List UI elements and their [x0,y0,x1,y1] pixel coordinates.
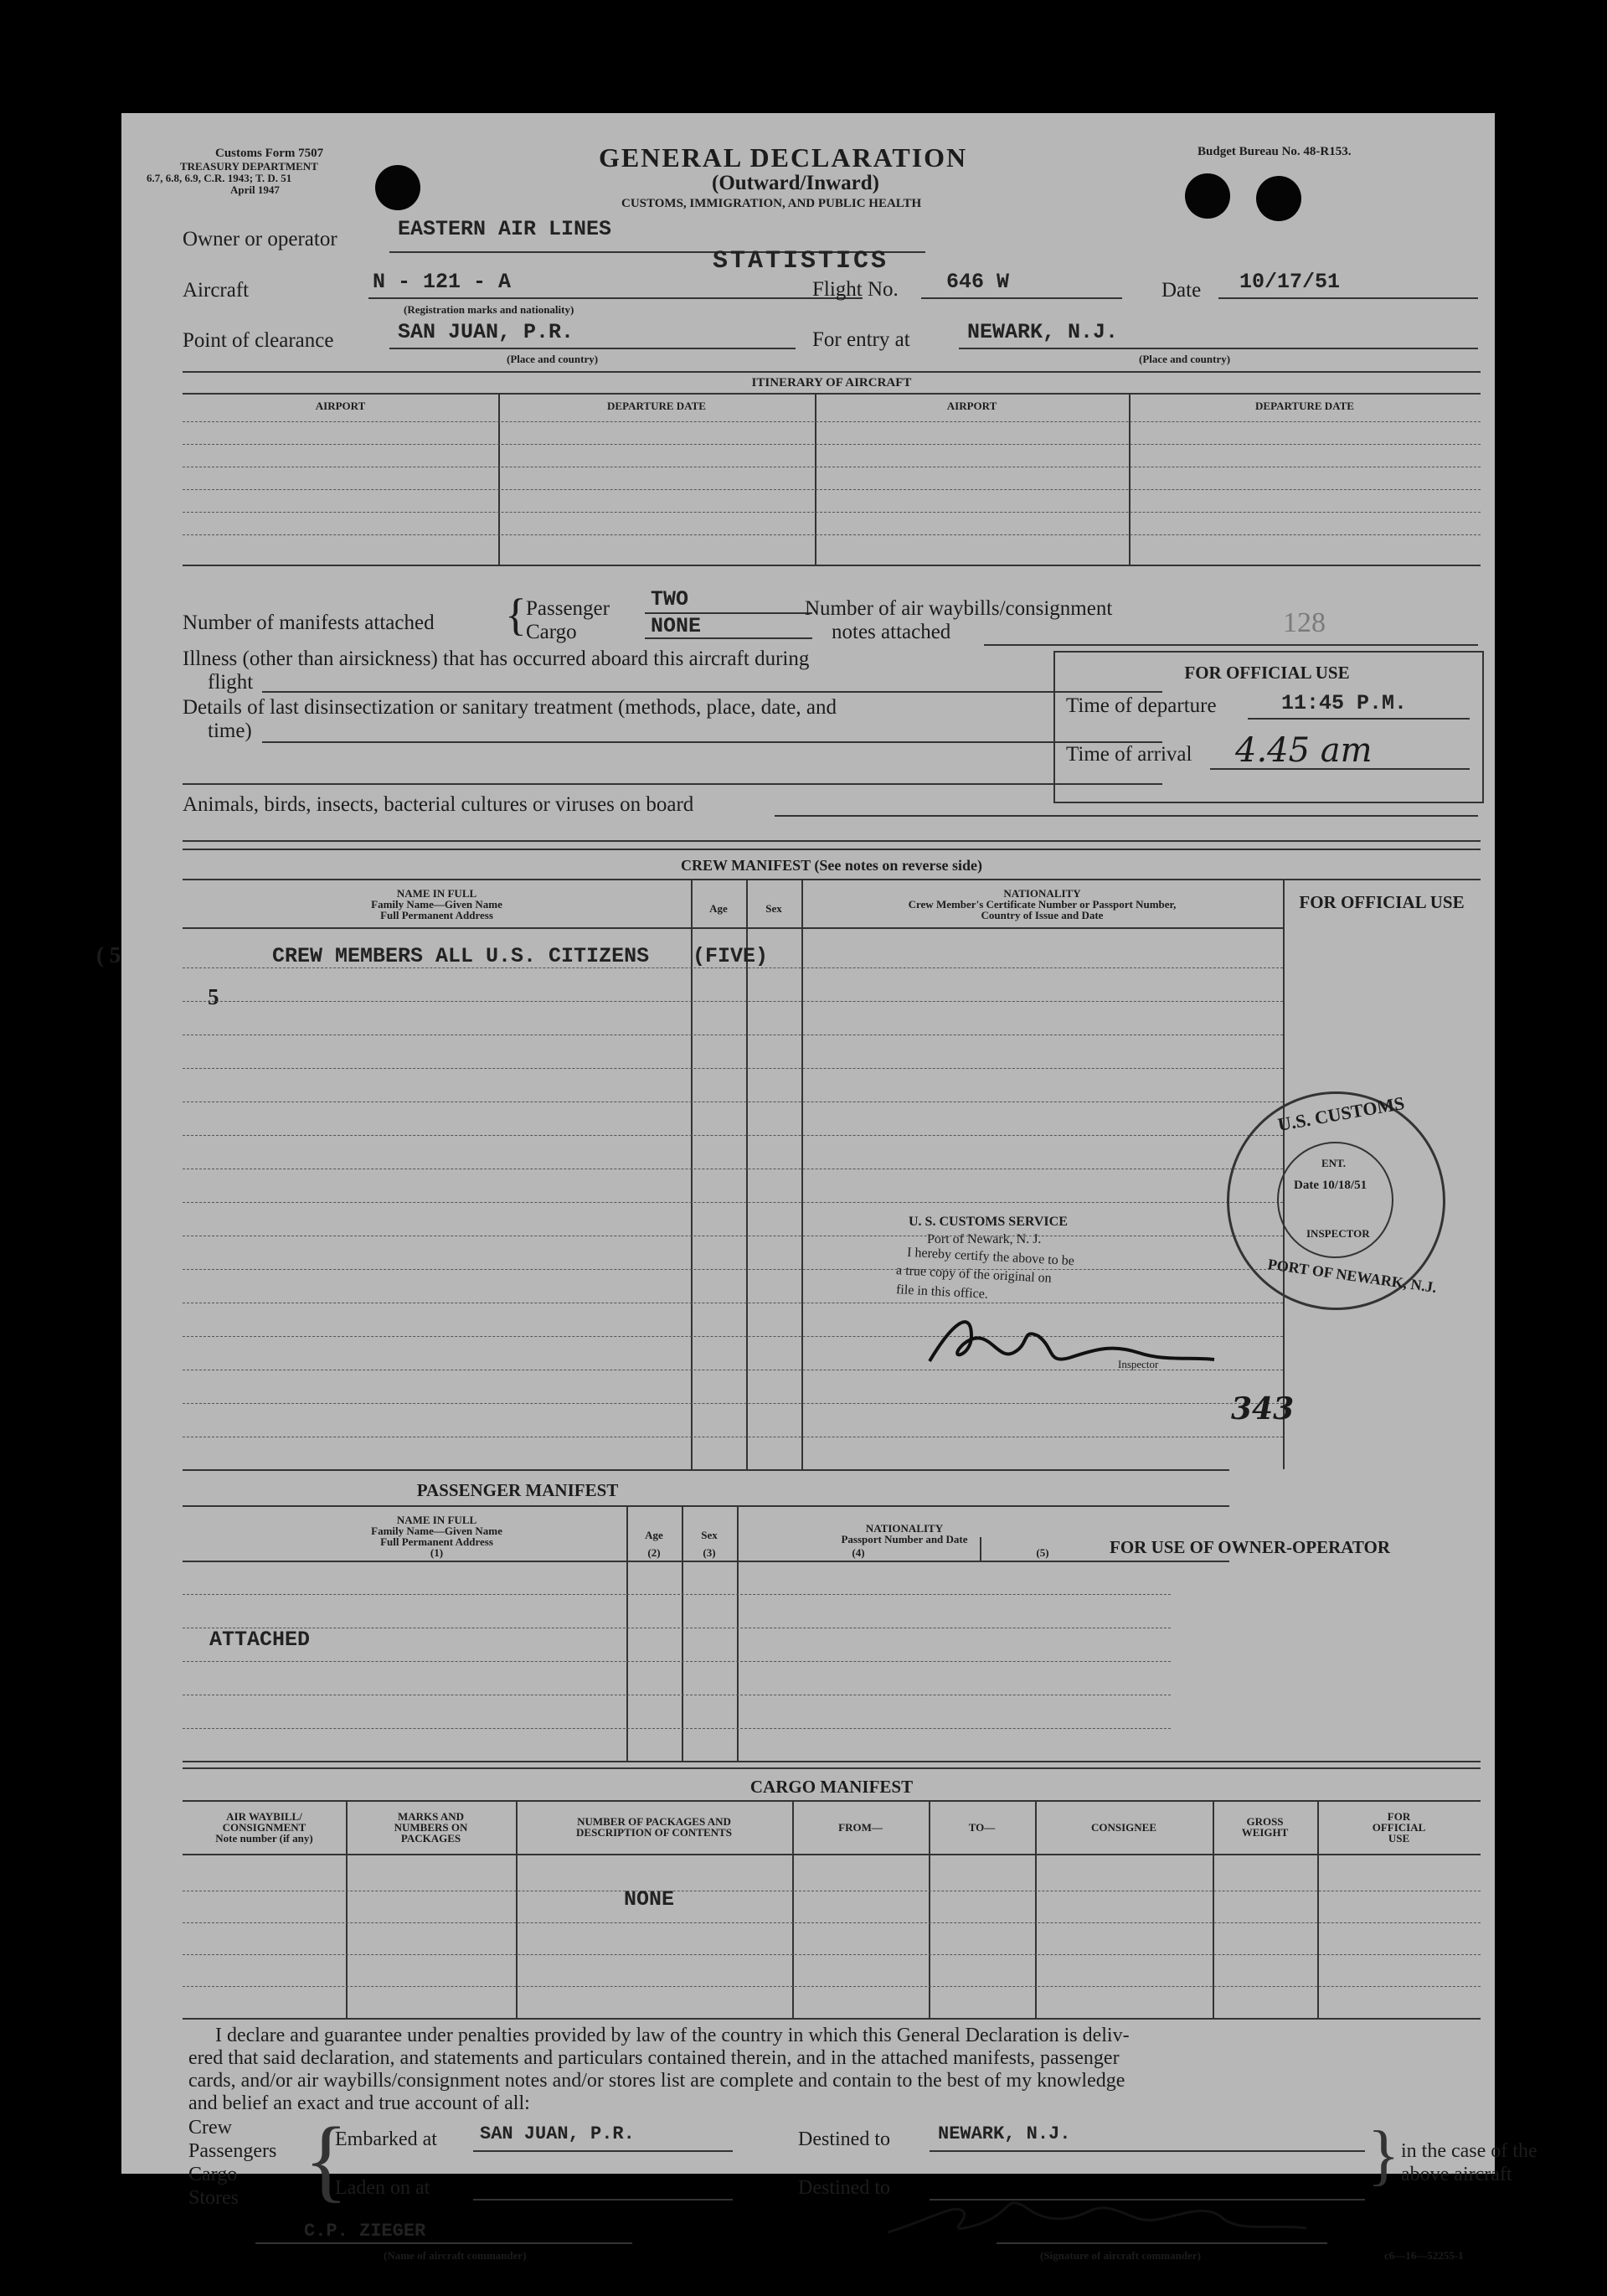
arrival-time-label: Time of arrival [1066,743,1192,766]
declaration-line-1: I declare and guarantee under penalties provided by law of the country in which this General Declaration is deliv- [215,2025,1130,2046]
passenger-col-nationality-num: (4) [852,1546,865,1559]
cargo-col-official-1: FOR [1387,1810,1411,1823]
cargo-col-packages-2: DESCRIPTION OF CONTENTS [576,1826,732,1839]
date-label: Date [1161,279,1202,302]
round-stamp-date: Date 10/18/51 [1294,1179,1367,1192]
cargo-col-weight-1: GROSS [1246,1815,1284,1828]
crew-entry-count: (FIVE) [693,944,769,968]
cargo-col-waybill-3: Note number (if any) [215,1832,313,1845]
entry-value: NEWARK, N.J. [967,320,1119,344]
itinerary-col-date-1: DEPARTURE DATE [607,400,706,412]
crew-col-name-3: Full Permanent Address [380,909,493,921]
cargo-col-marks-2: NUMBERS ON [394,1821,468,1834]
declaration-line-4: and belief an exact and true account of all: [188,2092,530,2114]
owner-label: Owner or operator [183,228,337,250]
passenger-col-nationality-2: Passport Number and Date [841,1533,968,1545]
cargo-col-waybill-2: CONSIGNMENT [222,1821,306,1834]
inspector-sub: Inspector [1118,1358,1159,1370]
decl-crew-label: Crew [188,2117,232,2139]
departure-time-value: 11:45 P.M. [1281,691,1408,715]
cargo-col-to: TO— [968,1821,996,1834]
entry-label: For entry at [812,328,910,351]
crew-manifest-title: CREW MANIFEST (See notes on reverse side) [681,857,982,874]
statistics-stamp: STATISTICS [713,247,889,276]
clearance-value: SAN JUAN, P.R. [398,320,574,344]
commander-signature-note: (Signature of aircraft commander) [1040,2249,1201,2262]
commander-signature [879,2186,1315,2245]
aircraft-label: Aircraft [183,279,250,302]
passenger-manifest-title: PASSENGER MANIFEST [416,1480,619,1500]
crew-margin-mark: ( 5 [96,942,121,967]
form-number: Customs Form 7507 [215,147,324,160]
passenger-col-name-1: NAME IN FULL [396,1514,477,1526]
passenger-col-name-2: Family Name—Given Name [371,1525,502,1537]
owner-value: EASTERN AIR LINES [398,217,612,241]
form-regs: 6.7, 6.8, 6.9, C.R. 1943; T. D. 51 [147,172,292,184]
clearance-place-note: (Place and country) [507,353,599,365]
manifests-label: Number of manifests attached [183,611,435,634]
crew-col-nationality-1: NATIONALITY [1003,887,1081,900]
punch-hole-right-1 [1185,173,1230,219]
form-page: Customs Form 7507 TREASURY DEPARTMENT 6.7, 6.8, 6.9, C.R. 1943; T. D. 51 April 1947 GENERAL DECLARATION (Outward/Inward) CUSTOMS, IMMIGRATION, AND PUBLIC HEALTH Budget Bureau No. 48-R153. Owner or operator EASTERN AIR LINES STATISTICS Aircraft N - 121 - A (Registration marks and nationality) Flight No. 646 W Date 10/17/51 Point of clearance SAN JUAN, P.R. (Place and country) For entry at NEWARK, N.J. (Place and country) ITINERARY OF AIRCRAFT AIRPORT DEPARTURE DATE AIRPORT DEPARTURE DATE Number of manifests attached { Passenger TWO Cargo NONE Number of air waybills/consignment notes attached 128 Illness (other than airsickness) that has occurred aboard this aircraft during flight Details of last disinsectization or sanitary treatment (methods, place, date, and time) FOR OFFICIAL USE Time of departure 11:45 P.M. Time of arrival 4.45 am Animals, birds, insects, bacterial cultures or viruses on board CREW MANIFEST (See notes on reverse side) NAME IN FULL Family Name—Given Name Full Permanent Address Age Sex NATIONALITY Crew Member's Certificate Number or Passport Number, Country of Issue and Date FOR OFFICIAL USE CREW MEMBERS ALL U.S. CITIZENS (FIVE) ( 5 5 U. S. CUSTOMS SERVICE Port of Newark, N. J. I hereby certify the above to be a true copy of the original on file in this office. Inspector 343 U.S. CUSTOMS PORT OF NEWARK, N.J. ENT. Date 10/18/51 INSPECTOR PASSENGER MANIFEST NAME IN FULL Family Name—Given Name Full Permanent Address (1) Age (2) Sex (3) NATIONALITY Passport Number and Date (4) (5) FOR USE OF OWNER-OPERATOR ATTACHED CARGO MANIFEST AIR WAYBILL/ CONSIGNMENT Note number (if any) MARKS AND NUMBERS ON PACKAGES NUMBER OF PACKAGES AND DESCRIPTION OF CONTENTS FROM— TO— CONSIGNEE GROSS WEIGHT FOR OFFICIAL USE NONE I declare and guarantee under penalties provided by law of the country in which this General Declaration is deliv- ered that said declaration, and statements and particulars contained therein, and in the attached manifests, passenger cards, and/or air waybills/consignment notes and/or stores list are complete and contain to the best of my knowledge and belief an exact and true account of all: Crew Passengers Cargo Stores { Embarked at SAN JUAN, P.R. Laden on at Destined to NEWARK, N.J. Destined to } in the case of the above aircraft C.P. ZIEGER (Name of aircraft commander) (Signature of aircraft commander) c6—16—52255-1 [121,113,1495,2174]
manifest-passenger-value: TWO [651,587,689,611]
decl-stores-label: Stores [188,2187,239,2209]
waybills-label-1: Number of air waybills/consignment [805,597,1113,620]
cargo-col-official-3: USE [1388,1832,1410,1845]
punch-hole-right-2 [1256,176,1301,221]
crew-margin-number: 5 [208,984,219,1009]
animals-label: Animals, birds, insects, bacterial cultures or viruses on board [183,793,694,816]
declaration-line-2: ered that said declaration, and statements and particulars contained therein, and in the attached manifests, passenger [188,2047,1120,2069]
itinerary-col-date-2: DEPARTURE DATE [1255,400,1354,412]
cargo-manifest-title: CARGO MANIFEST [749,1777,914,1797]
cargo-col-official-2: OFFICIAL [1372,1821,1426,1834]
customs-stamp-line-4: a true copy of the original on [895,1263,1053,1286]
round-stamp-ent: ENT. [1321,1157,1347,1169]
crew-entry: CREW MEMBERS ALL U.S. CITIZENS [272,944,650,968]
punch-hole-left [375,165,420,210]
destined-label-2: Destined to [798,2177,890,2199]
departure-time-label: Time of departure [1066,694,1217,717]
passenger-col-age: Age [645,1529,663,1541]
print-code: c6—16—52255-1 [1384,2249,1464,2262]
clearance-label: Point of clearance [183,329,334,352]
waybills-label-2: notes attached [832,621,951,643]
declaration-line-3: cards, and/or air waybills/consignment notes and/or stores list are complete and contain to the best of my knowledge [188,2070,1125,2092]
decl-passengers-label: Passengers [188,2140,277,2162]
arrival-time-value: 4.45 am [1235,731,1373,770]
round-stamp-inspector: INSPECTOR [1306,1227,1370,1240]
crew-col-name-2: Family Name—Given Name [371,898,502,911]
flight-value: 646 W [946,270,1010,294]
itinerary-title: ITINERARY OF AIRCRAFT [751,376,912,390]
passenger-col-sex-num: (3) [703,1546,716,1559]
round-stamp-bottom: PORT OF NEWARK, N.J. [1266,1255,1438,1297]
disinsect-label-2: time) [208,720,252,742]
round-stamp-top: U.S. CUSTOMS [1275,1091,1406,1136]
crew-col-age: Age [709,902,728,915]
form-department: TREASURY DEPARTMENT [180,160,318,173]
crew-col-sex: Sex [765,902,782,915]
decl-cargo-label: Cargo [188,2164,238,2185]
owner-operator-use: FOR USE OF OWNER-OPERATOR [1110,1537,1391,1557]
entry-place-note: (Place and country) [1139,353,1231,365]
itinerary-col-airport-1: AIRPORT [315,400,366,412]
manifest-cargo-value: NONE [651,614,702,638]
manifest-cargo-label: Cargo [526,621,577,643]
passenger-col-nationality-1: NATIONALITY [865,1522,944,1535]
waybills-value: 128 [1283,607,1326,638]
destined-label-1: Destined to [798,2128,890,2150]
commander-name-note: (Name of aircraft commander) [384,2249,527,2262]
page-subtitle-2: CUSTOMS, IMMIGRATION, AND PUBLIC HEALTH [621,197,922,210]
cargo-entry: NONE [624,1887,675,1912]
illness-label-2: flight [208,671,254,694]
flight-label: Flight No. [812,278,899,301]
aircraft-value: N - 121 - A [373,270,512,294]
itinerary-col-airport-2: AIRPORT [946,400,997,412]
passenger-col-age-num: (2) [647,1546,661,1559]
case-label-1: in the case of the [1401,2140,1537,2162]
crew-col-official: FOR OFFICIAL USE [1299,892,1465,912]
passenger-col-name-num: (1) [430,1546,444,1559]
passenger-entry: ATTACHED [209,1628,311,1652]
passenger-col-5: (5) [1036,1546,1049,1559]
cargo-col-consignee: CONSIGNEE [1090,1821,1157,1834]
customs-stamp-line-2: Port of Newark, N. J. [927,1232,1042,1246]
inspector-signature [921,1311,1223,1378]
form-date-line: April 1947 [230,183,280,196]
cargo-col-marks-3: PACKAGES [400,1832,461,1845]
cargo-col-weight-2: WEIGHT [1241,1826,1289,1839]
crew-col-nationality-2: Crew Member's Certificate Number or Passport Number, [908,898,1177,911]
cargo-col-from: FROM— [838,1821,883,1834]
budget-number: Budget Bureau No. 48-R153. [1198,145,1352,158]
embarked-value: SAN JUAN, P.R. [480,2123,635,2144]
laden-label: Laden on at [335,2177,430,2199]
customs-stamp-line-1: U. S. CUSTOMS SERVICE [909,1215,1068,1229]
crew-col-name-1: NAME IN FULL [396,887,477,900]
disinsect-label: Details of last disinsectization or sanitary treatment (methods, place, date, and [183,696,837,719]
manifest-passenger-label: Passenger [526,597,610,620]
embarked-label: Embarked at [335,2128,437,2150]
cargo-col-packages-1: NUMBER OF PACKAGES AND [577,1815,731,1828]
official-use-title: FOR OFFICIAL USE [1184,663,1350,683]
page-title: GENERAL DECLARATION [599,142,968,173]
cargo-col-waybill-1: AIR WAYBILL/ [226,1810,302,1823]
destined-value: NEWARK, N.J. [938,2123,1071,2144]
illness-label: Illness (other than airsickness) that has occurred aboard this aircraft during [183,648,810,670]
page-subtitle: (Outward/Inward) [712,172,880,194]
case-label-2: above aircraft [1401,2164,1512,2185]
commander-name: C.P. ZIEGER [304,2221,426,2242]
customs-stamp-line-3: I hereby certify the above to be [906,1245,1075,1269]
cargo-col-marks-1: MARKS AND [397,1810,465,1823]
passenger-col-name-3: Full Permanent Address [380,1535,493,1548]
crew-col-nationality-3: Country of Issue and Date [981,909,1104,921]
date-value: 10/17/51 [1239,270,1341,294]
customs-stamp-line-5: file in this office. [895,1282,989,1302]
inspector-number: 343 [1231,1391,1295,1427]
passenger-col-sex: Sex [701,1529,718,1541]
aircraft-note: (Registration marks and nationality) [404,303,574,316]
